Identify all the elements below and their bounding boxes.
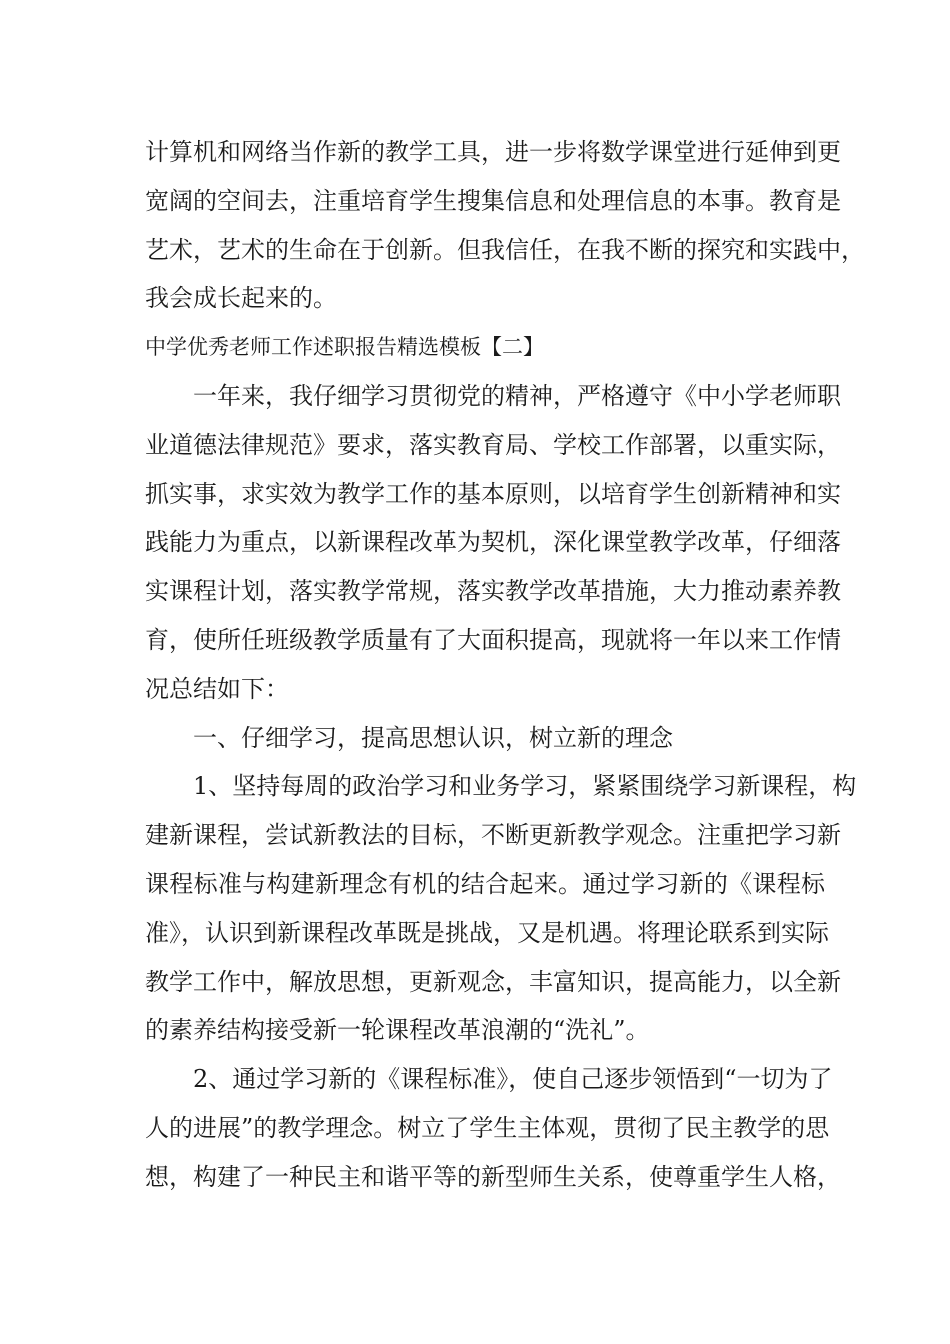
paragraph-line: 艺术，艺术的生命在于创新。但我信任，在我不断的探究和实践中， [145,235,865,264]
paragraph-line: 建新课程，尝试新教法的目标，不断更新教学观念。注重把学习新 [145,821,841,850]
paragraph-line: 一年来，我仔细学习贯彻党的精神，严格遵守《中小学老师职 [193,381,841,410]
paragraph-line: 准》，认识到新课程改革既是挑战，又是机遇。将理论联系到实际 [145,918,829,947]
paragraph-line: 人的进展”的教学理念。树立了学生主体观，贯彻了民主教学的思 [145,1113,830,1142]
paragraph-line: 的素养结构接受新一轮课程改革浪潮的“洗礼”。 [145,1016,650,1045]
paragraph-line: 践能力为重点，以新课程改革为契机，深化课堂教学改革，仔细落 [145,528,841,557]
paragraph-line: 况总结如下： [145,674,289,703]
paragraph-line: 抓实事，求实效为教学工作的基本原则，以培育学生创新精神和实 [145,479,841,508]
paragraph-line: 教学工作中，解放思想，更新观念，丰富知识，提高能力，以全新 [145,967,841,996]
section-title: 中学优秀老师工作述职报告精选模板【二】 [145,335,544,360]
paragraph-line: 业道德法律规范》要求，落实教育局、学校工作部署，以重实际， [145,430,841,459]
paragraph-line: 2、通过学习新的《课程标准》，使自己逐步领悟到“一切为了 [193,1065,833,1094]
paragraph-line: 课程标准与构建新理念有机的结合起来。通过学习新的《课程标 [145,869,825,898]
paragraph-line: 我会成长起来的。 [145,284,337,313]
paragraph-line: 想，构建了一种民主和谐平等的新型师生关系，使尊重学生人格， [145,1162,841,1191]
document-body [145,128,865,1202]
paragraph-line: 实课程计划，落实教学常规，落实教学改革措施，大力推动素养教 [145,577,841,606]
paragraph-line: 育，使所任班级教学质量有了大面积提高，现就将一年以来工作情 [145,625,841,654]
paragraph-line: 宽阔的空间去，注重培育学生搜集信息和处理信息的本事。教育是 [145,186,841,215]
paragraph-line: 计算机和网络当作新的教学工具，进一步将数学课堂进行延伸到更 [145,138,841,166]
subheading: 一、仔细学习，提高思想认识，树立新的理念 [193,723,673,752]
paragraph-line: 1、坚持每周的政治学习和业务学习，紧紧围绕学习新课程，构 [193,772,857,801]
